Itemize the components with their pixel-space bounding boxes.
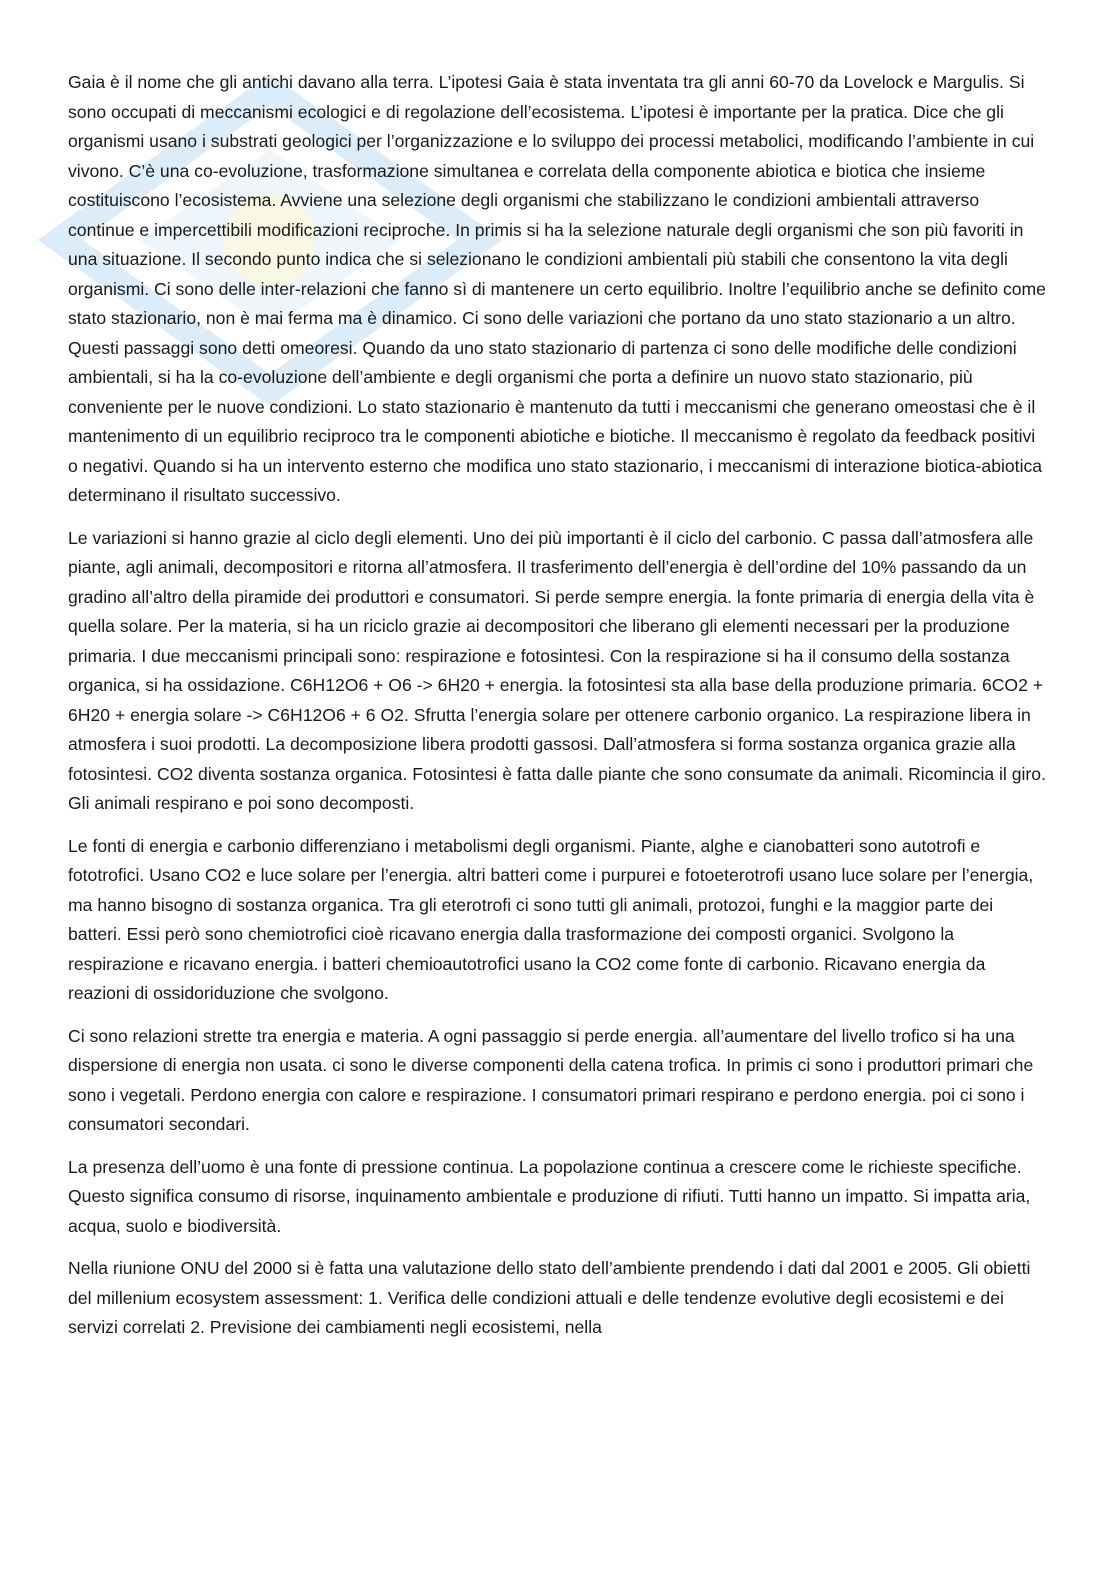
paragraph-human-presence: La presenza dell’uomo è una fonte di pressione continua. La popolazione continua a crescere come le richieste specifiche. Questo significa consumo di risorse, inquinamento ambientale e produzione di rifiuti. Tutti hanno un impatto. Si impatta aria, acqua, suolo e biodiversità.	[68, 1156, 1031, 1236]
document-body	[68, 68, 1046, 1356]
paragraph-gaia: Gaia è il nome che gli antichi davano alla terra. L’ipotesi Gaia è stata inventata tra gli anni 60-70 da Lovelock e Margulis. Si sono occupati di meccanismi ecologici e di regolazione dell’ecosistema. L’ipotesi è importante per la pratica. Dice che gli organismi usano i substrati geologici per l’organizzazione e lo sviluppo dei processi metabolici, modificando l’ambiente in cui vivono. C’è una co-evoluzione, trasformazione simultanea e correlata della componente abiotica e biotica che insieme costituiscono l’ecosistema. Avviene una selezione degli organismi che stabilizzano le condizioni ambientali attraverso continue e impercettibili modificazioni reciproche. In primis si ha la selezione naturale degli organismi che son più favoriti in una situazione. Il secondo punto indica che si selezionano le condizioni ambientali più stabili che consentono la vita degli organismi. Ci sono delle inter-relazioni che fanno sì di mantenere un certo equilibrio. Inoltre l’equilibrio anche se definito come stato stazionario, non è mai ferma ma è dinamico. Ci sono delle variazioni che portano da uno stato stazionario a un altro. Questi passaggi sono detti omeoresi. Quando da uno stato stazionario di partenza ci sono delle modifiche delle condizioni ambientali, si ha la co-evoluzione dell’ambiente e degli organismi che porta a definire un nuovo stato stazionario, più conveniente per le nuove condizioni. Lo stato stazionario è mantenuto da tutti i meccanismi che generano omeostasi che è il mantenimento di un equilibrio reciproco tra le componenti abiotiche e biotiche. Il meccanismo è regolato da feedback positivi o negativi. Quando si ha un intervento esterno che modifica uno stato stazionario, i meccanismi di interazione biotica-abiotica determinano il risultato successivo.	[68, 72, 1046, 505]
paragraph-element-cycle: Le variazioni si hanno grazie al ciclo degli elementi. Uno dei più importanti è il ciclo del carbonio. C passa dall’atmosfera alle piante, agli animali, decompositori e ritorna all’atmosfera. Il trasferimento dell’energia è dell’ordine del 10% passando da un gradino all’altro della piramide dei produttori e consumatori. Si perde sempre energia. la fonte primaria di energia della vita è quella solare. Per la materia, si ha un riciclo grazie ai decompositori che liberano gli elementi necessari per la produzione primaria. I due meccanismi principali sono: respirazione e fotosintesi. Con la respirazione si ha il consumo della sostanza organica, si ha ossidazione. C6H12O6 + O6 -> 6H20 + energia. la fotosintesi sta alla base della produzione primaria. 6CO2 + 6H20 + energia solare -> C6H12O6 + 6 O2. Sfrutta l’energia solare per ottenere carbonio organico. La respirazione libera in atmosfera i suoi prodotti. La decomposizione libera prodotti gassosi. Dall’atmosfera si forma sostanza organica grazie alla fotosintesi. CO2 diventa sostanza organica. Fotosintesi è fatta dalle piante che sono consumate da animali. Ricomincia il giro. Gli animali respirano e poi sono decomposti.	[68, 527, 1046, 813]
paragraph-metabolism: Le fonti di energia e carbonio differenziano i metabolismi degli organismi. Piante, alghe e cianobatteri sono autotrofi e fototrofici. Usano CO2 e luce solare per l’energia. altri batteri come i purpurei e fotoeterotrofi usano luce solare per l’energia, ma hanno bisogno di sostanza organica. Tra gli eterotrofi ci sono tutti gli animali, protozoi, funghi e la maggior parte dei batteri. Essi però sono chemiotrofici cioè ricavano energia dalla trasformazione dei composti organici. Svolgono la respirazione e ricavano energia. i batteri chemioautotrofici usano la CO2 come fonte di carbonio. Ricavano energia da reazioni di ossidoriduzione che svolgono.	[68, 835, 1034, 1003]
paragraph-energy-matter: Ci sono relazioni strette tra energia e materia. A ogni passaggio si perde energia. all’aumentare del livello trofico si ha una dispersione di energia non usata. ci sono le diverse componenti della catena trofica. In primis ci sono i produttori primari che sono i vegetali. Perdono energia con calore e respirazione. I consumatori primari respirano e perdono energia. poi ci sono i consumatori secondari.	[68, 1025, 1034, 1134]
paragraph-onu-meeting: Nella riunione ONU del 2000 si è fatta una valutazione dello stato dell’ambiente prendendo i dati dal 2001 e 2005. Gli obietti del millenium ecosystem assessment: 1. Verifica delle condizioni attuali e delle tendenze evolutive degli ecosistemi e dei servizi correlati 2. Previsione dei cambiamenti negli ecosistemi, nella	[68, 1258, 1031, 1337]
